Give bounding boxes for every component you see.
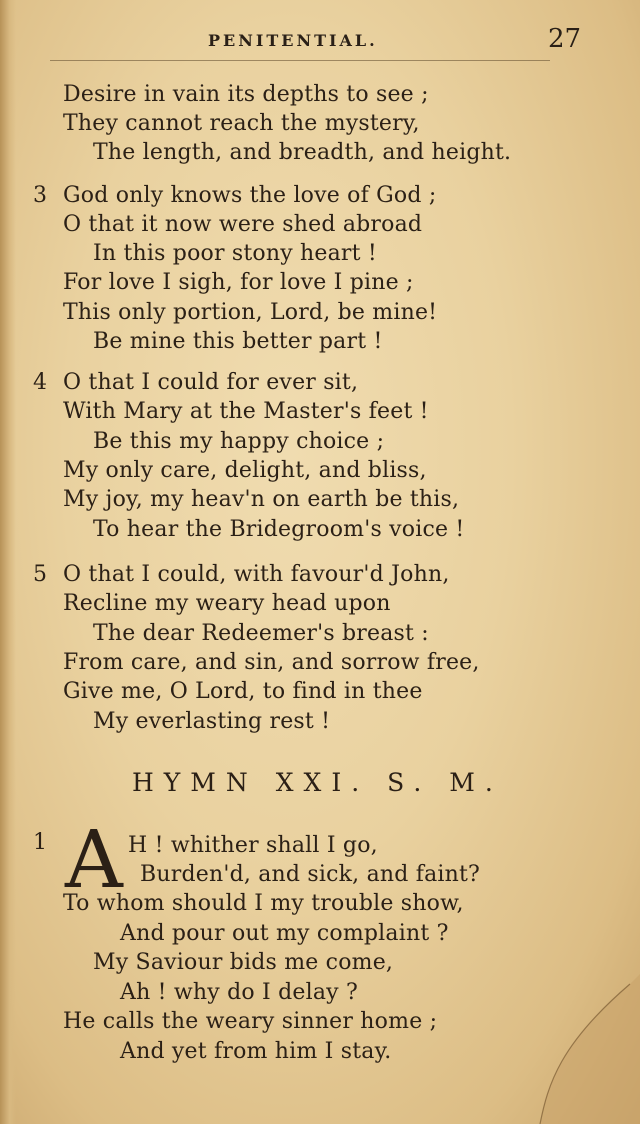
verse-line: O that I could, with favour'd John, [63,562,450,587]
verse-line: They cannot reach the mystery, [63,111,420,136]
curled-page-edge [520,974,640,1124]
verse-line: And pour out my complaint ? [120,921,449,946]
verse-line: To whom should I my trouble show, [63,891,464,916]
verse-line: My Saviour bids me come, [93,950,394,975]
drop-cap: A [65,813,123,906]
verse-line: Burden'd, and sick, and faint? [140,862,481,887]
verse-line: To hear the Bridegroom's voice ! [93,517,465,542]
verse-line: My joy, my heav'n on earth be this, [63,487,460,512]
hymn-title: HYMN XXI. S. M. [132,768,503,797]
page-header [0,24,640,58]
stanza-number: 4 [33,370,47,395]
verse-line: Ah ! why do I delay ? [120,980,358,1005]
running-head: PENITENTIAL. [208,31,378,50]
page-number: 27 [548,24,582,54]
verse-line: And yet from him I stay. [120,1039,392,1064]
verse-line: For love I sigh, for love I pine ; [63,270,414,295]
verse-line: Be this my happy choice ; [93,429,385,454]
header-rule [50,60,550,61]
verse-line: In this poor stony heart ! [93,241,377,266]
stanza-number: 3 [33,183,47,208]
page-gutter-shadow [0,0,16,1124]
verse-line: With Mary at the Master's feet ! [63,399,429,424]
verse-line: O that it now were shed abroad [63,212,423,237]
verse-line: Recline my weary head upon [63,591,391,616]
verse-line: Be mine this better part ! [93,329,383,354]
verse-line: My everlasting rest ! [93,709,331,734]
verse-line: H ! whither shall I go, [128,833,378,858]
verse-line: He calls the weary sinner home ; [63,1009,438,1034]
verse-line: God only knows the love of God ; [63,183,437,208]
verse-line: The dear Redeemer's breast : [93,621,429,646]
verse-line: Give me, O Lord, to find in thee [63,679,423,704]
stanza-number: 5 [33,562,47,587]
verse-line: Desire in vain its depths to see ; [63,82,429,107]
verse-line: This only portion, Lord, be mine! [63,300,438,325]
verse-line: O that I could for ever sit, [63,370,359,395]
stanza-number: 1 [33,830,47,855]
verse-line: My only care, delight, and bliss, [63,458,427,483]
verse-line: The length, and breadth, and height. [93,140,512,165]
verse-line: From care, and sin, and sorrow free, [63,650,480,675]
